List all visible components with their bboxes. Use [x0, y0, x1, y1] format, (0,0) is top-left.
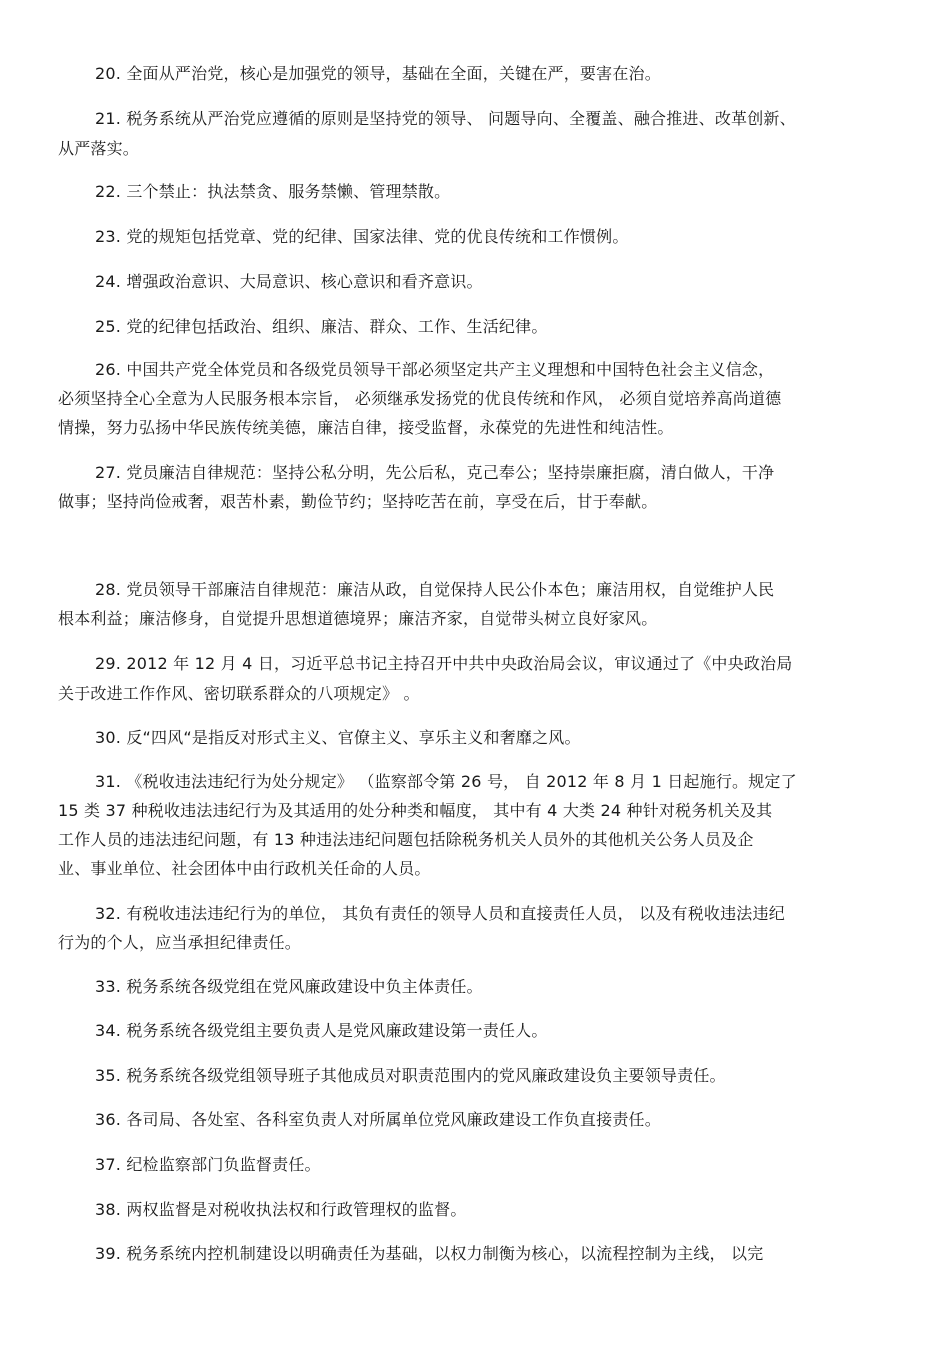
- item-24-line-1: 24. 增强政治意识、大局意识、核心意识和看齐意识。: [95, 272, 483, 291]
- item-31-line-3: 工作人员的违法违纪问题，有 13 种违法违纪问题包括除税务机关人员外的其他机关公务人员及企: [58, 830, 754, 849]
- item-21-line-2: 从严落实。: [58, 139, 140, 158]
- item-30-line-1: 30. 反“四风“是指反对形式主义、官僚主义、享乐主义和奢靡之风。: [95, 728, 581, 747]
- item-31-line-2: 15 类 37 种税收违法违纪行为及其适用的处分种类和幅度， 其中有 4 大类 24 种针对税务机关及其: [58, 801, 773, 820]
- item-22-line-1: 22. 三个禁止：执法禁贪、服务禁懒、管理禁散。: [95, 182, 451, 201]
- item-32-line-1: 32. 有税收违法违纪行为的单位， 其负有责任的领导人员和直接责任人员， 以及有税收违法违纪: [95, 904, 785, 923]
- item-36-line-1: 36. 各司局、各处室、各科室负责人对所属单位党风廉政建设工作负直接责任。: [95, 1110, 661, 1129]
- item-29-line-2: 关于改进工作作风、密切联系群众的八项规定》 。: [58, 684, 420, 703]
- item-28-line-1: 28. 党员领导干部廉洁自律规范：廉洁从政，自觉保持人民公仆本色；廉洁用权，自觉维护人民: [95, 580, 775, 599]
- item-34-line-1: 34. 税务系统各级党组主要负责人是党风廉政建设第一责任人。: [95, 1021, 548, 1040]
- item-31-line-4: 业、事业单位、社会团体中由行政机关任命的人员。: [58, 859, 431, 878]
- item-23-line-1: 23. 党的规矩包括党章、党的纪律、国家法律、党的优良传统和工作惯例。: [95, 227, 629, 246]
- item-26-line-1: 26. 中国共产党全体党员和各级党员领导干部必须坚定共产主义理想和中国特色社会主义信念，: [95, 360, 775, 379]
- item-26-line-2: 必须坚持全心全意为人民服务根本宗旨， 必须继承发扬党的优良传统和作风， 必须自觉培养高尚道德: [58, 389, 782, 408]
- item-27-line-2: 做事；坚持尚俭戒奢，艰苦朴素，勤俭节约；坚持吃苦在前，享受在后，甘于奉献。: [58, 492, 658, 511]
- item-21-line-1: 21. 税务系统从严治党应遵循的原则是坚持党的领导、 问题导向、全覆盖、融合推进、改革创新、: [95, 109, 796, 128]
- item-28-line-2: 根本利益；廉洁修身，自觉提升思想道德境界；廉洁齐家，自觉带头树立良好家风。: [58, 609, 658, 628]
- item-29-line-1: 29. 2012 年 12 月 4 日，习近平总书记主持召开中共中央政治局会议，审议通过了《中央政治局: [95, 654, 793, 673]
- item-37-line-1: 37. 纪检监察部门负监督责任。: [95, 1155, 321, 1174]
- item-20-line-1: 20. 全面从严治党，核心是加强党的领导，基础在全面，关键在严，要害在治。: [95, 64, 661, 83]
- item-38-line-1: 38. 两权监督是对税收执法权和行政管理权的监督。: [95, 1200, 467, 1219]
- item-31-line-1: 31. 《税收违法违纪行为处分规定》 （监察部令第 26 号， 自 2012 年 8 月 1 日起施行。规定了: [95, 772, 797, 791]
- item-32-line-2: 行为的个人，应当承担纪律责任。: [58, 933, 302, 952]
- item-39-line-1: 39. 税务系统内控机制建设以明确责任为基础，以权力制衡为核心，以流程控制为主线， 以完: [95, 1244, 764, 1263]
- item-27-line-1: 27. 党员廉洁自律规范：坚持公私分明，先公后私，克己奉公；坚持崇廉拒腐，清白做人，干净: [95, 463, 775, 482]
- item-26-line-3: 情操，努力弘扬中华民族传统美德，廉洁自律，接受监督，永葆党的先进性和纯洁性。: [58, 418, 674, 437]
- item-33-line-1: 33. 税务系统各级党组在党风廉政建设中负主体责任。: [95, 977, 483, 996]
- item-35-line-1: 35. 税务系统各级党组领导班子其他成员对职责范围内的党风廉政建设负主要领导责任。: [95, 1066, 726, 1085]
- item-25-line-1: 25. 党的纪律包括政治、组织、廉洁、群众、工作、生活纪律。: [95, 317, 548, 336]
